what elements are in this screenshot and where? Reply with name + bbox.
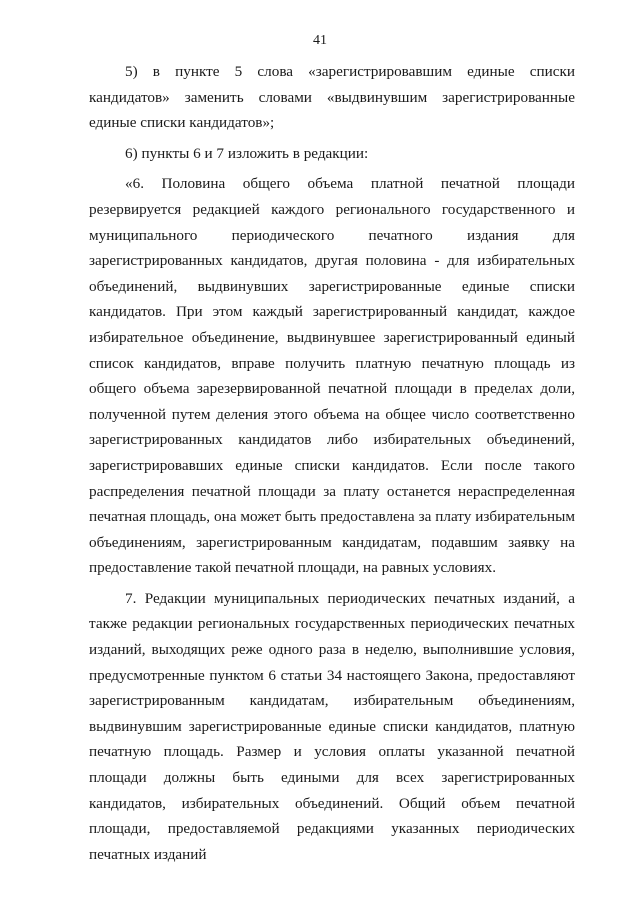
- paragraph-point-6: «6. Половина общего объема платной печатной площади резервируется редакцией каждого регионального государственного и муниципального периодического печатного издания для зарегистрированных кандидатов, другая половина - для избирательных объединений, выдвинувших зарегистрированные единые списки кандидатов. При этом каждый зарегистрированный кандидат, каждое избирательное объединение, выдвинувшее зарегистрированный единый список кандидатов, вправе получить платную печатную площадь из общего объема зарезервированной печатной площади в пределах доли, полученной путем деления этого объема на общее число соответственно зарегистрированных кандидатов либо избирательных объединений, зарегистрировавших единые списки кандидатов. Если после такого распределения печатной площади за плату останется нераспределенная печатная площадь, она может быть предоставлена за плату избирательным объединениям, зарегистрированным кандидатам, подавшим заявку на предоставление такой печатной площади, на равных условиях.: [89, 175, 575, 577]
- paragraph-point-7: 7. Редакции муниципальных периодических печатных изданий, а также редакции региональных государственных периодических печатных изданий, выходящих реже одного раза в неделю, выполнившие условия, предусмотренные пунктом 6 статьи 34 настоящего Закона, предоставляют зарегистрированным кандидатам, избирательным объединениям, выдвинувшим зарегистрированные единые списки кандидатов, платную печатную площадь. Размер и условия оплаты указанной печатной площади должны быть едиными для всех зарегистрированных кандидатов, избирательных объединений. Общий объем печатной площади, предоставляемой редакциями указанных периодических печатных изданий: [89, 589, 575, 863]
- document-body: [89, 59, 575, 867]
- paragraph-item-6: 6) пункты 6 и 7 изложить в редакции:: [125, 144, 369, 162]
- paragraph-item-5: 5) в пункте 5 слова «зарегистрировавшим единые списки кандидатов» заменить словами «выдвинувшим зарегистрированные единые списки кандидатов»;: [89, 63, 575, 132]
- page-number: 41: [313, 33, 327, 48]
